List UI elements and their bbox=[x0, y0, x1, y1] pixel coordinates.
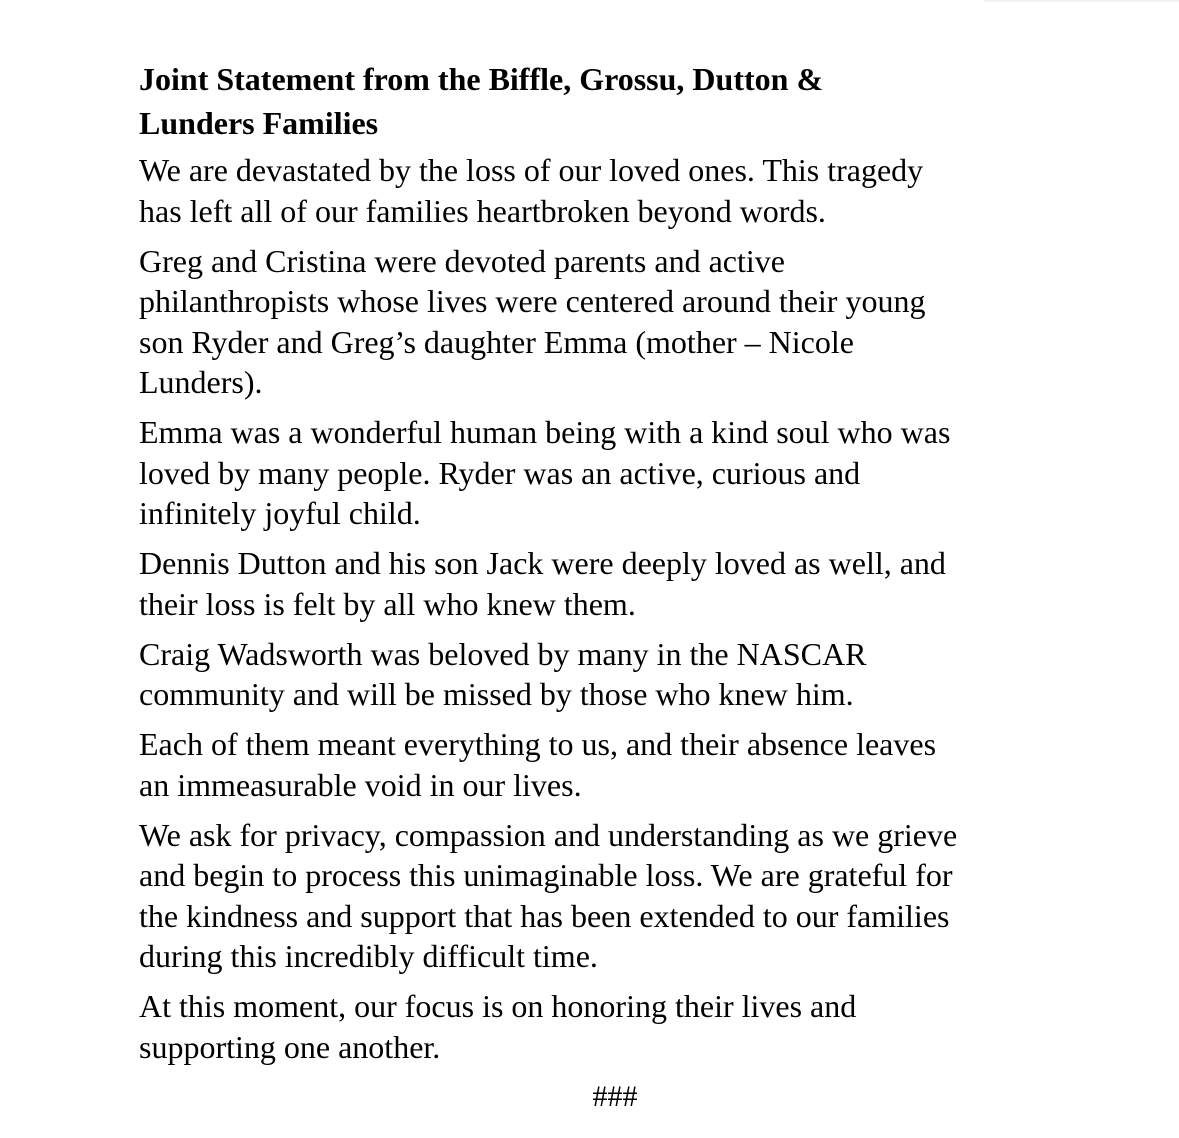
paragraph-focus bbox=[139, 986, 1044, 1067]
text-line: Lunders). bbox=[139, 364, 263, 400]
text-line: during this incredibly difficult time. bbox=[139, 938, 598, 974]
text-line: supporting one another. bbox=[139, 1028, 441, 1065]
paragraph-each-of-them bbox=[139, 724, 1044, 805]
text-line: an immeasurable void in our lives. bbox=[139, 766, 582, 803]
text-line: Each of them meant everything to us, and their absence leaves bbox=[139, 726, 937, 762]
paragraph-craig bbox=[139, 634, 1044, 715]
title-line: Lunders Families bbox=[139, 105, 379, 141]
paragraph-privacy bbox=[139, 815, 1044, 977]
paragraph-dennis-jack bbox=[139, 543, 1044, 624]
text-line: Greg and Cristina were devoted parents and active bbox=[139, 242, 785, 279]
paragraph-greg-cristina bbox=[139, 241, 1044, 403]
text-line: their loss is felt by all who knew them. bbox=[139, 585, 636, 622]
text-line: infinitely joyful child. bbox=[139, 495, 421, 531]
text-line: son Ryder and Greg’s daughter Emma (mother – Nicole bbox=[139, 323, 854, 360]
text-line: We ask for privacy, compassion and understanding as we grieve bbox=[139, 816, 958, 853]
top-edge-line bbox=[984, 0, 1179, 2]
text-line: loved by many people. Ryder was an active, curious and bbox=[139, 454, 861, 491]
title-line: Joint Statement from the Biffle, Grossu, Dutton & bbox=[139, 61, 824, 97]
text-line: At this moment, our focus is on honoring their lives and bbox=[139, 988, 857, 1024]
text-line: has left all of our families heartbroken beyond words. bbox=[139, 192, 826, 229]
text-line: Craig Wadsworth was beloved by many in the NASCAR bbox=[139, 635, 867, 672]
end-mark: ### bbox=[592, 1079, 638, 1113]
text-line: Emma was a wonderful human being with a kind soul who was bbox=[139, 414, 951, 450]
paragraph-emma-ryder bbox=[139, 412, 1044, 534]
text-line: We are devastated by the loss of our loved ones. This tragedy bbox=[139, 152, 924, 188]
text-line: philanthropists whose lives were centered around their young bbox=[139, 283, 926, 319]
statement-document bbox=[139, 57, 1044, 1117]
paragraph-devastated bbox=[139, 150, 1044, 231]
text-line: community and will be missed by those who knew him. bbox=[139, 676, 854, 712]
statement-title bbox=[139, 57, 1044, 145]
text-line: Dennis Dutton and his son Jack were deeply loved as well, and bbox=[139, 545, 946, 581]
text-line: the kindness and support that has been extended to our families bbox=[139, 897, 950, 934]
text-line: and begin to process this unimaginable loss. We are grateful for bbox=[139, 857, 953, 893]
